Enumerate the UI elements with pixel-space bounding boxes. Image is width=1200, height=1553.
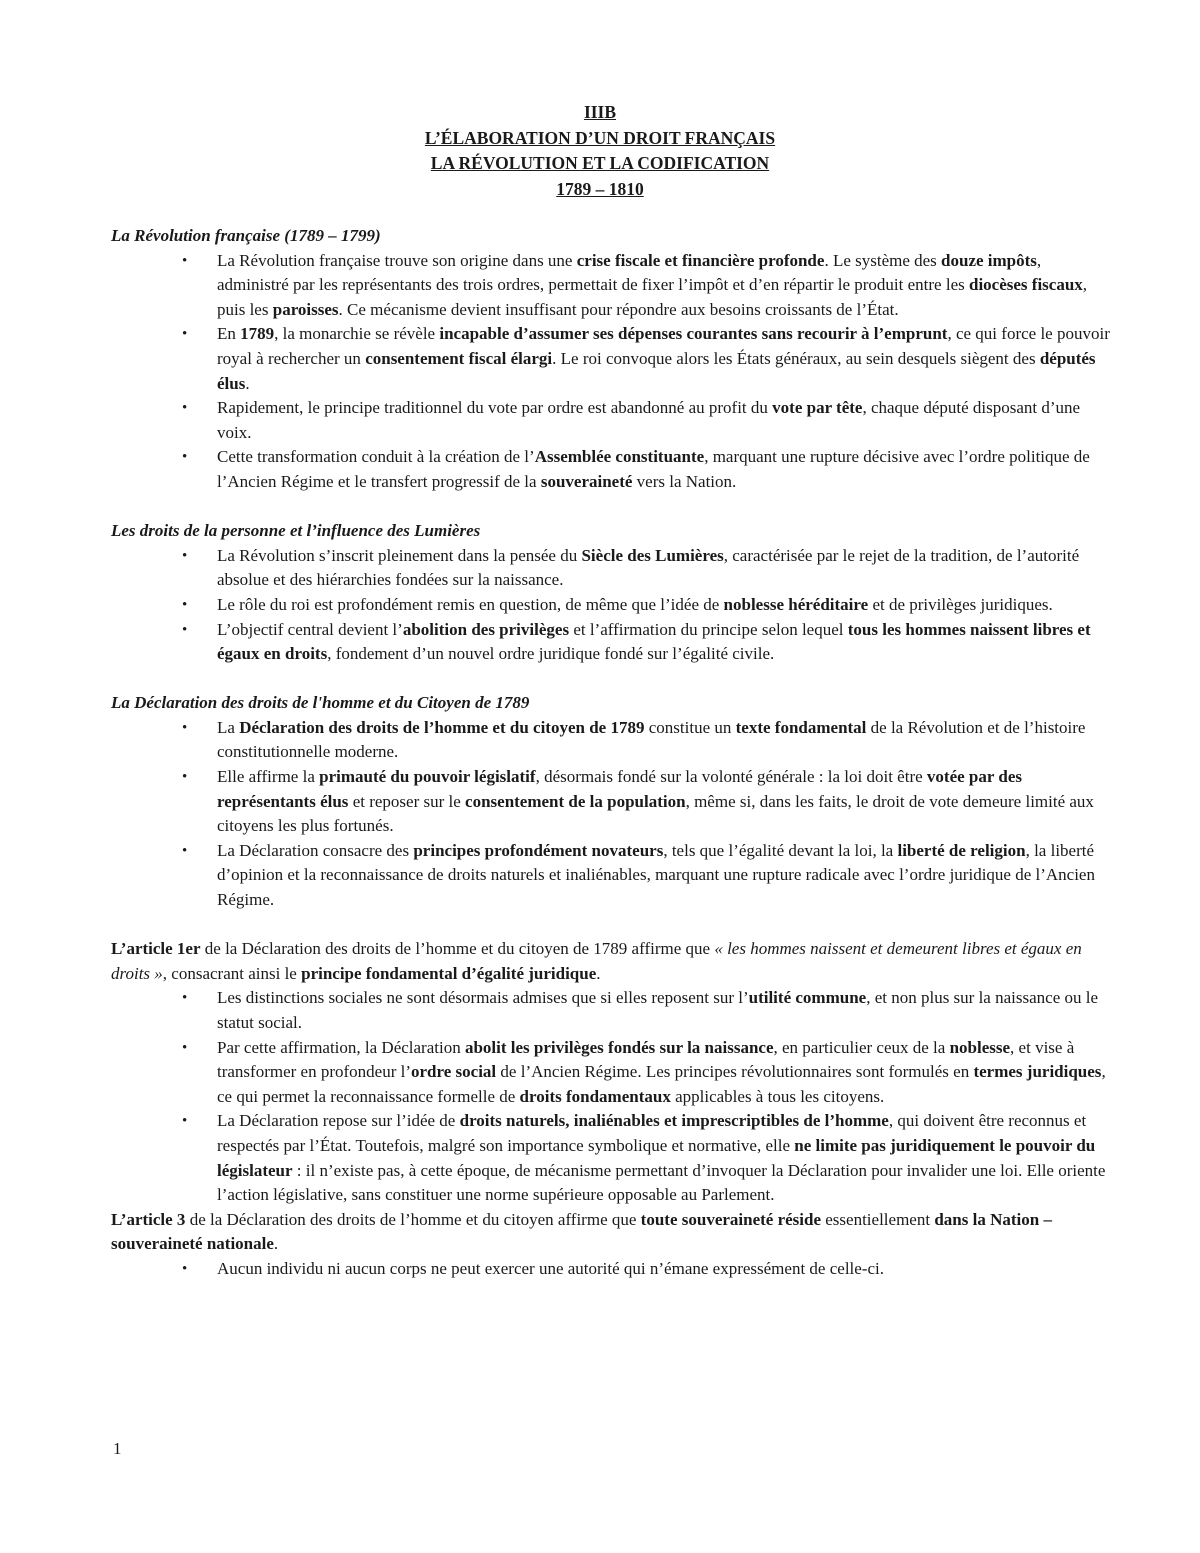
bullet-icon: •	[182, 621, 188, 638]
list-item: • La Déclaration des droits de l’homme et du citoyen de 1789 constitue un texte fondamental de la Révolution et de l’histoire constitutionnelle moderne.	[182, 717, 1086, 762]
bullet-icon: •	[182, 1039, 188, 1056]
list-item: • L’objectif central devient l’abolition des privilèges et l’affirmation du principe selon lequel tous les hommes naissent libres et égaux en droits, fondement d’un nouvel ordre juridique fondé sur l’égalité civile.	[182, 619, 1091, 664]
bullet-icon: •	[182, 769, 188, 786]
title-dates: 1789 – 1810	[556, 178, 644, 199]
list-item: • La Déclaration consacre des principes profondément novateurs, tels que l’égalité devant la loi, la liberté de religion, la liberté d’opinion et la reconnaissance de droits naturels et inaliénables, marquant une rupture radicale avec l’ordre juridique de l’Ancien Régime.	[182, 840, 1095, 910]
page-number: 1	[113, 1439, 122, 1458]
list-item: • Aucun individu ni aucun corps ne peut exercer une autorité qui n’émane expressément de celle-ci.	[111, 1257, 1111, 1282]
bullet-icon: •	[182, 719, 188, 736]
list-item: • Cette transformation conduit à la création de l’Assemblée constituante, marquant une rupture décisive avec l’ordre politique de l’Ancien Régime et le transfert progressif de la souveraineté vers la Nation.	[182, 447, 1090, 491]
bullet-icon: •	[182, 449, 188, 466]
article-3-lead: L’article 3	[111, 1209, 186, 1229]
list-item: • La Révolution s’inscrit pleinement dans la pensée du Siècle des Lumières, caractérisée par le rejet de la tradition, de l’autorité absolue et des hiérarchies fondées sur la naissance.	[182, 545, 1080, 590]
title-subtitle: LA RÉVOLUTION ET LA CODIFICATION	[430, 153, 770, 173]
title-block	[0, 100, 1200, 202]
bullet-icon: •	[182, 842, 188, 859]
article-3-paragraph: L’article 3 de la Déclaration des droits de l’homme et du citoyen affirme que toute souveraineté réside essentiellement dans la Nation – souveraineté nationale.	[111, 1209, 1052, 1254]
bullet-icon: •	[182, 252, 188, 269]
list-item: • Elle affirme la primauté du pouvoir législatif, désormais fondé sur la volonté générale : la loi doit être votée par des représentants élus et reposer sur le consentement de la population, même si, dans les faits, le droit de vote demeure limité aux citoyens les plus fortunés.	[182, 767, 1094, 836]
title-main: L’ÉLABORATION D’UN DROIT FRANÇAIS	[424, 127, 776, 148]
bullet-icon: •	[182, 596, 188, 613]
list-item: • Les distinctions sociales ne sont désormais admises que si elles reposent sur l’utilité commune, et non plus sur la naissance ou le statut social.	[182, 988, 1099, 1032]
bullet-icon: •	[182, 326, 188, 343]
list-item: • Par cette affirmation, la Déclaration abolit les privilèges fondés sur la naissance, en particulier ceux de la noblesse, et vise à transformer en profondeur l’ordre social de l’Ancien Régime. Les principes révolutionnaires sont formulés en termes juridiques, ce qui permet la reconnaissance formelle de droits fondamentaux applicables à tous les citoyens.	[182, 1037, 1106, 1106]
bullet-list	[111, 249, 1111, 495]
bullet-list	[111, 986, 1111, 1207]
section-heading-revolution: La Révolution française (1789 – 1799)	[111, 226, 381, 245]
bullet-list	[111, 1257, 1111, 1282]
document-body	[111, 224, 1111, 1282]
bullet-icon: •	[182, 990, 188, 1007]
bullet-icon: •	[182, 547, 188, 564]
list-item: • La Révolution française trouve son origine dans une crise fiscale et financière profonde. Le système des douze impôts, administré par les représentants des trois ordres, permettait de fixer l’impôt et d’en répartir le produit entre les diocèses fiscaux, puis les paroisses. Ce mécanisme devient insuffisant pour répondre aux besoins croissants de l’État.	[182, 250, 1088, 319]
bullet-list	[111, 716, 1111, 913]
bullet-list	[111, 544, 1111, 667]
article-1-lead: L’article 1er	[111, 939, 201, 959]
section-heading-lumieres: Les droits de la personne et l’influence des Lumières	[111, 521, 481, 541]
title-code: IIIB	[583, 102, 617, 122]
list-item: • Le rôle du roi est profondément remis en question, de même que l’idée de noblesse héréditaire et de privilèges juridiques.	[111, 593, 1111, 618]
bullet-icon: •	[182, 1260, 188, 1277]
bullet-icon: •	[182, 1113, 188, 1130]
list-item: • Rapidement, le principe traditionnel du vote par ordre est abandonné au profit du vote par tête, chaque député disposant d’une voix.	[182, 398, 1081, 442]
list-item: • La Déclaration repose sur l’idée de droits naturels, inaliénables et imprescriptibles de l’homme, qui doivent être reconnus et respectés par l’État. Toutefois, malgré son importance symbolique et normative, elle ne limite pas juridiquement le pouvoir du législateur : il n’existe pas, à cette époque, de mécanisme permettant d’invoquer la Déclaration pour invalider une loi. Elle oriente l’action législative, sans constituer une norme supérieure opposable au Parlement.	[182, 1111, 1106, 1205]
section-heading-declaration: La Déclaration des droits de l'homme et du Citoyen de 1789	[111, 693, 530, 713]
article-1-quote: « les hommes naissent et demeurent libres et égaux en droits »	[111, 939, 1082, 983]
article-1-paragraph: L’article 1er de la Déclaration des droits de l’homme et du citoyen de 1789 affirme que « les hommes naissent et demeurent libres et égaux en droits », consacrant ainsi le principe fondamental d’égalité juridique.	[111, 939, 1082, 983]
list-item: • En 1789, la monarchie se révèle incapable d’assumer ses dépenses courantes sans recourir à l’emprunt, ce qui force le pouvoir royal à rechercher un consentement fiscal élargi. Le roi convoque alors les États généraux, au sein desquels siègent des députés élus.	[182, 324, 1110, 393]
bullet-icon: •	[182, 400, 188, 417]
